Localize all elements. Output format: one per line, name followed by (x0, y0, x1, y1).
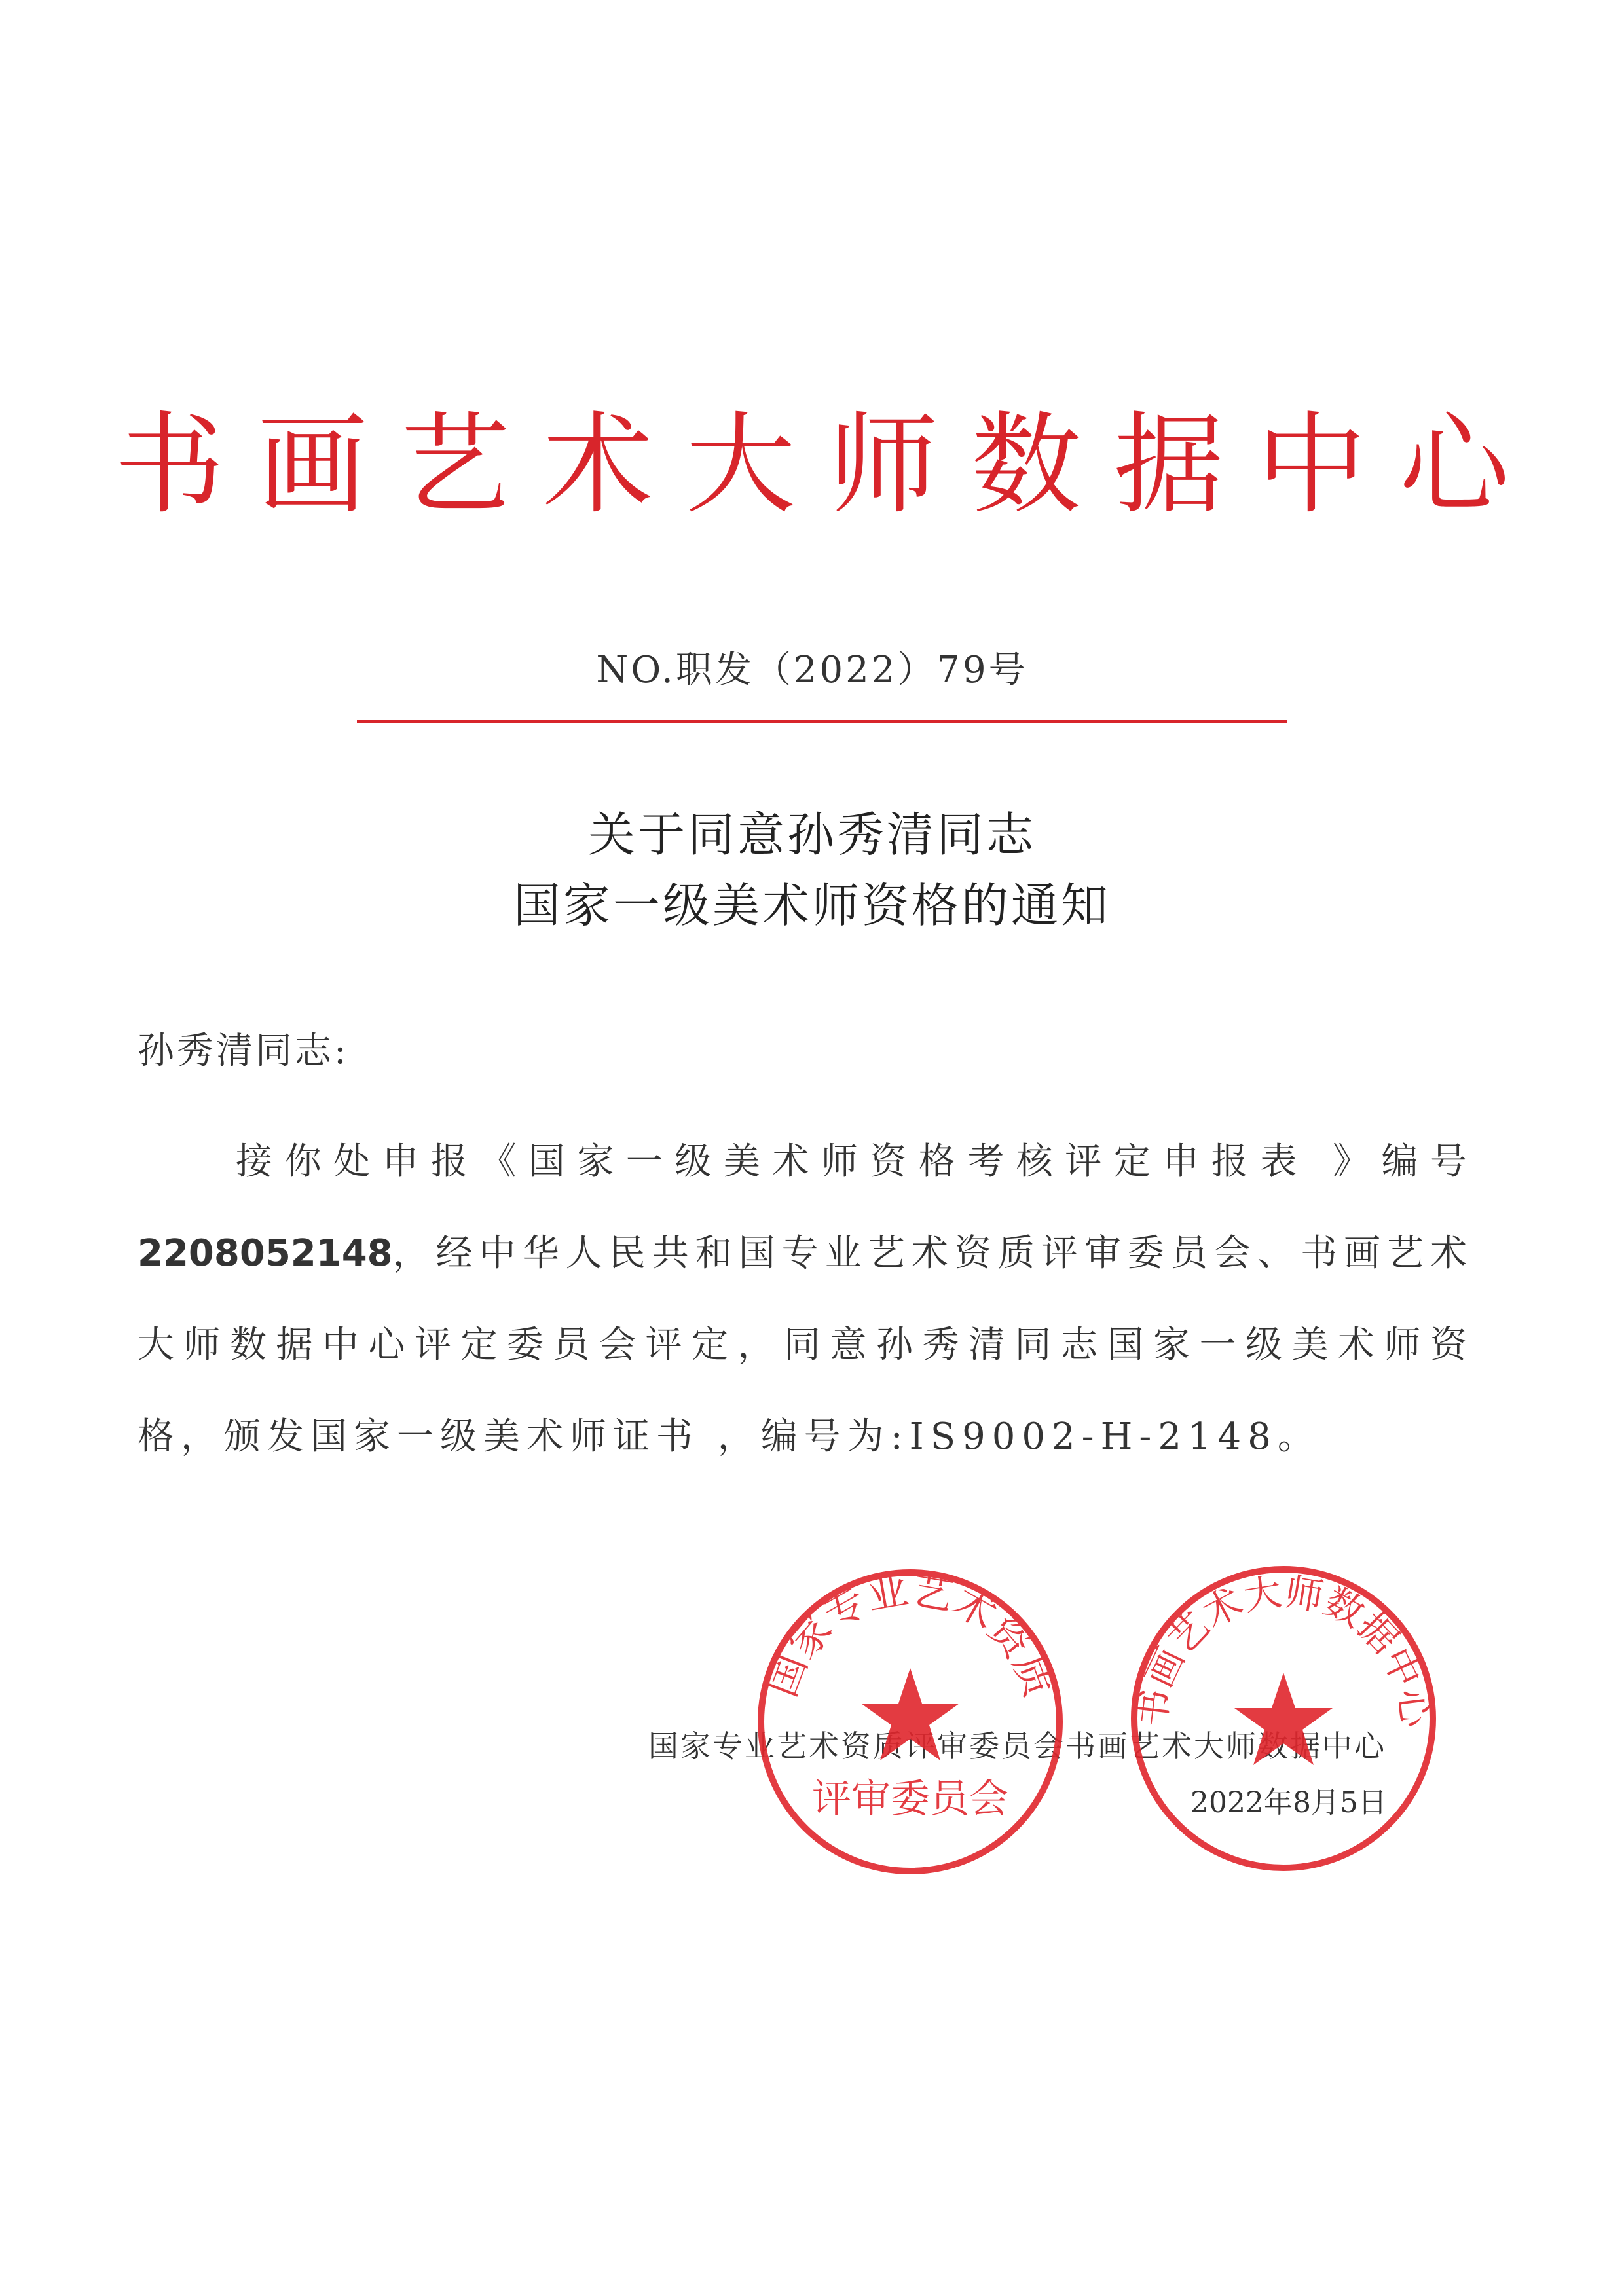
seal-left-bottom-text: 评审委员会 (812, 1776, 1008, 1822)
issuer-signature: 国家专业艺术资质评审委员会书画艺术大师数据中心 (648, 1728, 1386, 1764)
letterhead-title: 书画艺术大师数据中心 (115, 401, 1542, 529)
seal-right-star-icon (1234, 1673, 1333, 1765)
seal-left-arc-text: 国家专业艺术资质 (757, 1565, 1063, 1704)
header-divider (357, 720, 1287, 723)
document-number: NO.职发（2022）79号 (596, 649, 1028, 691)
seal-left-star-icon (861, 1668, 959, 1760)
body-text-part-1: 接你处申报《国家一级美术师资格考核评定申报表 》编号 (236, 1140, 1473, 1183)
body-text-part-2: ，经中华人民共和国专业艺术资质评审委员会、书画艺术大师数据中心评定委员会评定，同意孙秀清同志国家一级美术师资格，颁发国家一级美术师证书 ，编号为:IS9002-H-2148。 (138, 1232, 1473, 1458)
data-center-seal (1126, 1561, 1441, 1876)
notice-title-line-2: 国家一级美术师资格的通知 (513, 878, 1111, 933)
seal-right-arc-text: 书画艺术大师数据中心 (1129, 1569, 1438, 1730)
notice-title-line-1: 关于同意孙秀清同志 (587, 807, 1036, 862)
salutation: 孙秀清同志: (138, 1030, 349, 1072)
committee-seal (753, 1565, 1067, 1879)
registration-number: 2208052148 (138, 1232, 393, 1275)
notice-body (138, 1116, 1473, 1483)
issue-date: 2022年8月5日 (1190, 1786, 1387, 1819)
